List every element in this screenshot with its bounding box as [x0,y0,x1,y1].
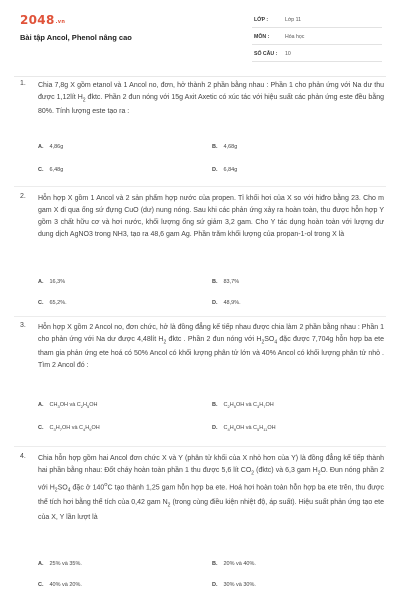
option-text: 40% và 20%. [49,582,82,588]
option-text: $CH_3OH$ và $C_2H_5OH$ [49,402,98,410]
question-text: Chia hỗn hợp gồm hai Ancol đơn chức X và Y (phân tử khối của X nhỏ hơn của Y) là đồng đẳng kế tiếp thành hai phần bằng nhau: Đốt cháy hoàn toàn phần 1 thu được 5,6 lít $CO_2$ (đktc) và 6,3 gam $H_2O$. Đun nóng phần 2 với $H_2SO_4$ đặc ở 140$^o$C tạo thành 1,25 gam hỗn hợp ba ete. Hoá hơi hoàn toàn hỗn hợp ba ete trên, thu được thể tích hơi bằng thể tích của 0,42 gam $N_2$ (trong cùng điều kiện nhiệt độ, áp suất). Hiệu suất phản ứng tạo ete của X, Y lần lượt là [38,455,384,521]
option-letter: D. [212,425,218,431]
option-text: 48,9%. [223,300,241,306]
question-number: 2. [20,193,26,200]
logo-text: 2048 [20,13,55,27]
option-c[interactable] [38,582,82,588]
option-a[interactable] [38,279,65,285]
question-divider [14,316,386,317]
option-text: $C_3H_7OH$ và $C_4H_9OH$ [49,425,100,433]
option-letter: C. [38,425,44,431]
option-text: 20% và 40%. [223,561,256,567]
meta-value: 10 [285,51,291,57]
meta-label: LỚP : [254,17,269,23]
option-b[interactable] [212,402,274,409]
logo-suffix: .vn [55,19,66,25]
question-text: Chia 7,8g X gồm etanol và 1 Ancol no, đơn, hở thành 2 phần bằng nhau : Phần 1 cho phản ứng với Na dư thu được 1,12lít $H_2$ đktc. Phần 2 đun nóng với 15g Axit Axetic có xúc tác với hiệu suất các phản ứng este đều bằng 80%. Tính lượng este tạo ra : [38,82,385,116]
option-letter: C. [38,300,44,306]
option-text: 4,86g [49,144,64,150]
question-number: 1. [20,80,26,87]
option-letter: B. [212,144,218,150]
question-number: 4. [20,453,26,460]
option-b[interactable] [212,561,256,567]
option-d[interactable] [212,300,241,306]
option-text: 83,7% [223,279,240,285]
option-text: $C_2H_5OH$ và $C_3H_7OH$ [223,402,274,410]
option-c[interactable] [38,300,67,306]
option-text: 4,68g [223,144,238,150]
option-letter: A. [38,402,44,408]
question-text: Hỗn hợp X gồm 2 Ancol no, đơn chức, hở là đồng đẳng kế tiếp nhau được chia làm 2 phần bằng nhau : Phần 1 cho phản ứng với Na dư được 4,48lít $H_2$ đktc . Phần 2 đun nóng với $H_2SO_4$ đặc được 7,704g hỗn hợp ba ete tham gia phản ứng ete hoá có 50% Ancol có khối lượng phân tử lớn và 40% Ancol có khối lượng phân tử nhỏ . Tìm 2 Ancol đó : [38,324,384,370]
option-c[interactable] [38,425,100,432]
option-letter: A. [38,561,44,567]
option-letter: D. [212,582,218,588]
question-number: 3. [20,322,26,329]
option-a[interactable] [38,144,63,150]
option-text: 6,84g [223,167,238,173]
question-divider [14,186,386,187]
option-letter: D. [212,300,218,306]
meta-value: Hóa học [285,34,305,40]
option-d[interactable] [212,582,256,588]
option-b[interactable] [212,279,239,285]
option-letter: B. [212,279,218,285]
page-header [0,0,400,62]
option-a[interactable] [38,402,97,409]
page-title: Bài tập Ancol, Phenol nâng cao [20,33,132,42]
option-text: 16,3% [49,279,66,285]
meta-label: MÔN : [254,34,270,40]
site-logo[interactable] [20,13,65,27]
option-letter: C. [38,167,44,173]
option-text: 65,2%. [49,300,67,306]
meta-row-subject [252,31,382,45]
option-b[interactable] [212,144,237,150]
option-letter: C. [38,582,44,588]
option-d[interactable] [212,167,237,173]
option-text: 6,48g [49,167,64,173]
header-divider [14,76,386,77]
option-a[interactable] [38,561,82,567]
option-text: $C_4H_9OH$ và $C_5H_{11}OH$ [223,425,276,433]
meta-row-class [252,14,382,28]
option-letter: B. [212,561,218,567]
option-d[interactable] [212,425,276,432]
question-text: Hỗn hợp X gồm 1 Ancol và 2 sản phẩm hợp nước của propen. Tỉ khối hơi của X so với hiđro bằng 23. Cho m gam X đi qua ống sứ đựng CuO (dư) nung nóng. Sau khi các phản ứng xảy ra hoàn toàn, thu được hỗn hợp Y gồm 3 chất hữu cơ và hơi nước, khối lượng ống sứ giảm 3,2 gam. Cho Y tác dụng hoàn toàn với lượng dư dung dịch AgNO3 trong NH3, tạo ra 48,6 gam Ag. Phần trăm khối lượng của propan-1-ol trong X là [38,195,384,238]
question-divider [14,446,386,447]
meta-label: SỐ CÂU : [254,51,278,57]
option-text: 30% và 30%. [223,582,256,588]
option-text: 25% và 35%. [49,561,82,567]
option-letter: A. [38,144,44,150]
meta-row-question-count [252,48,382,62]
option-letter: B. [212,402,218,408]
option-letter: A. [38,279,44,285]
option-c[interactable] [38,167,63,173]
meta-value: Lớp 11 [285,17,301,23]
option-letter: D. [212,167,218,173]
meta-table [252,14,382,62]
